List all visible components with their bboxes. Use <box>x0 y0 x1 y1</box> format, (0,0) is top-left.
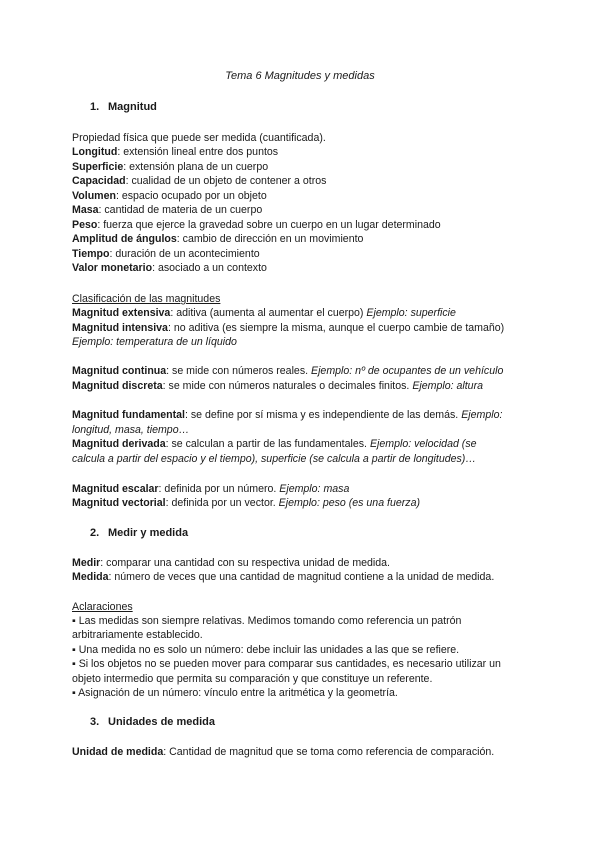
section-number: 2. <box>90 527 100 539</box>
def-text: : Cantidad de magnitud que se toma como referencia de comparación. <box>163 746 495 758</box>
def-term: Magnitud continua <box>72 365 167 377</box>
def-example: Ejemplo: superficie <box>366 307 456 319</box>
def-term: Magnitud vectorial <box>72 497 166 509</box>
def-text: : no aditiva (es siempre la misma, aunque el cuerpo cambie de tamaño) <box>167 322 505 334</box>
def-term: Magnitud escalar <box>72 483 159 495</box>
aclaracion-line: ▪ Una medida no es solo un número: debe incluir las unidades a las que se refiere. <box>72 644 460 656</box>
section-number: 3. <box>90 716 100 728</box>
def-text: : asociado a un contexto <box>152 262 267 274</box>
def-text: : espacio ocupado por un objeto <box>115 190 267 202</box>
def-term: Longitud <box>72 146 118 158</box>
clasificacion-title: Clasificación de las magnitudes <box>72 293 221 305</box>
def-term: Medir <box>72 557 101 569</box>
section-title: Magnitud <box>108 101 157 113</box>
def-tiempo <box>72 247 260 261</box>
def-text: : se mide con números naturales o decimales finitos. <box>162 380 413 392</box>
def-term: Amplitud de ángulos <box>72 233 177 245</box>
def-masa <box>72 203 262 217</box>
def-term: Magnitud fundamental <box>72 409 185 421</box>
def-valor-monetario <box>72 261 267 275</box>
def-example: Ejemplo: nº de ocupantes de un vehículo <box>311 365 504 377</box>
def-example: Ejemplo: peso (es una fuerza) <box>278 497 420 509</box>
def-amplitud <box>72 232 363 246</box>
def-text: : cualidad de un objeto de contener a otros <box>125 175 327 187</box>
def-text: : se mide con números reales. <box>166 365 312 377</box>
magnitud-fundamental-example <box>72 423 189 437</box>
magnitud-derivada <box>72 437 477 451</box>
def-term: Masa <box>72 204 99 216</box>
def-example: Ejemplo: temperatura de un líquido <box>72 336 237 348</box>
def-peso <box>72 218 441 232</box>
aclaracion-line: objeto intermedio que permita su comparación y que constituye un referente. <box>72 673 433 685</box>
def-term: Unidad de medida <box>72 746 164 758</box>
section-heading-1 <box>90 101 157 113</box>
def-text: : número de veces que una cantidad de magnitud contiene a la unidad de medida. <box>108 571 495 583</box>
def-longitud <box>72 145 278 159</box>
def-term: Medida <box>72 571 109 583</box>
def-example: calcula a partir del espacio y el tiempo), superficie (se calcula a partir de longitudes)… <box>72 453 476 465</box>
magnitud-fundamental <box>72 408 502 422</box>
magnitud-intro: Propiedad física que puede ser medida (cuantificada). <box>72 132 326 144</box>
def-example: Ejemplo: velocidad (se <box>369 438 477 450</box>
def-term: Capacidad <box>72 175 126 187</box>
def-volumen <box>72 189 267 203</box>
aclaraciones-title: Aclaraciones <box>72 601 133 613</box>
aclaracion-line: ▪ Las medidas son siempre relativas. Medimos tomando como referencia un patrón <box>72 615 462 627</box>
def-text: : se define por sí misma y es independiente de las demás. <box>185 409 462 421</box>
def-text: : aditiva (aumenta al aumentar el cuerpo) <box>170 307 367 319</box>
def-capacidad <box>72 174 326 188</box>
def-text: : cambio de dirección en un movimiento <box>176 233 364 245</box>
def-term: Magnitud discreta <box>72 380 163 392</box>
def-example: longitud, masa, tiempo… <box>72 424 190 436</box>
def-text: : definida por un número. <box>158 483 280 495</box>
aclaracion-line: ▪ Asignación de un número: vínculo entre la aritmética y la geometría. <box>72 687 398 699</box>
aclaracion-line: arbitrariamente establecido. <box>72 629 203 641</box>
def-term: Valor monetario <box>72 262 153 274</box>
def-example: Ejemplo: <box>461 409 503 421</box>
magnitud-extensiva <box>72 306 456 320</box>
def-medir <box>72 556 390 570</box>
section-title: Unidades de medida <box>108 716 215 728</box>
def-text: : duración de un acontecimiento <box>109 248 260 260</box>
def-text: : extensión lineal entre dos puntos <box>117 146 279 158</box>
magnitud-vectorial <box>72 496 420 510</box>
aclaracion-line: ▪ Si los objetos no se pueden mover para comparar sus cantidades, es necesario utilizar un <box>72 658 501 670</box>
def-text: : cantidad de materia de un cuerpo <box>98 204 263 216</box>
def-unidad-de-medida <box>72 745 494 759</box>
def-example: Ejemplo: masa <box>279 483 350 495</box>
def-text: : se calculan a partir de las fundamentales. <box>165 438 370 450</box>
def-example: Ejemplo: altura <box>412 380 483 392</box>
def-term: Tiempo <box>72 248 110 260</box>
document-title: Tema 6 Magnitudes y medidas <box>225 70 375 82</box>
section-title: Medir y medida <box>108 527 189 539</box>
def-text: : definida por un vector. <box>165 497 279 509</box>
section-heading-2 <box>90 527 188 539</box>
def-term: Magnitud derivada <box>72 438 166 450</box>
def-term: Superficie <box>72 161 124 173</box>
def-term: Magnitud extensiva <box>72 307 171 319</box>
magnitud-escalar <box>72 482 349 496</box>
def-term: Magnitud intensiva <box>72 322 168 334</box>
magnitud-intensiva <box>72 321 504 335</box>
magnitud-continua <box>72 364 503 378</box>
def-term: Volumen <box>72 190 116 202</box>
section-number: 1. <box>90 101 100 113</box>
magnitud-intensiva-example <box>72 335 237 349</box>
def-text: : fuerza que ejerce la gravedad sobre un cuerpo en un lugar determinado <box>97 219 441 231</box>
def-superficie <box>72 160 268 174</box>
magnitud-discreta <box>72 379 483 393</box>
def-term: Peso <box>72 219 98 231</box>
def-text: : extensión plana de un cuerpo <box>123 161 269 173</box>
magnitud-derivada-example <box>72 452 476 466</box>
def-text: : comparar una cantidad con su respectiva unidad de medida. <box>100 557 391 569</box>
def-medida <box>72 570 494 584</box>
section-heading-3 <box>90 716 215 728</box>
